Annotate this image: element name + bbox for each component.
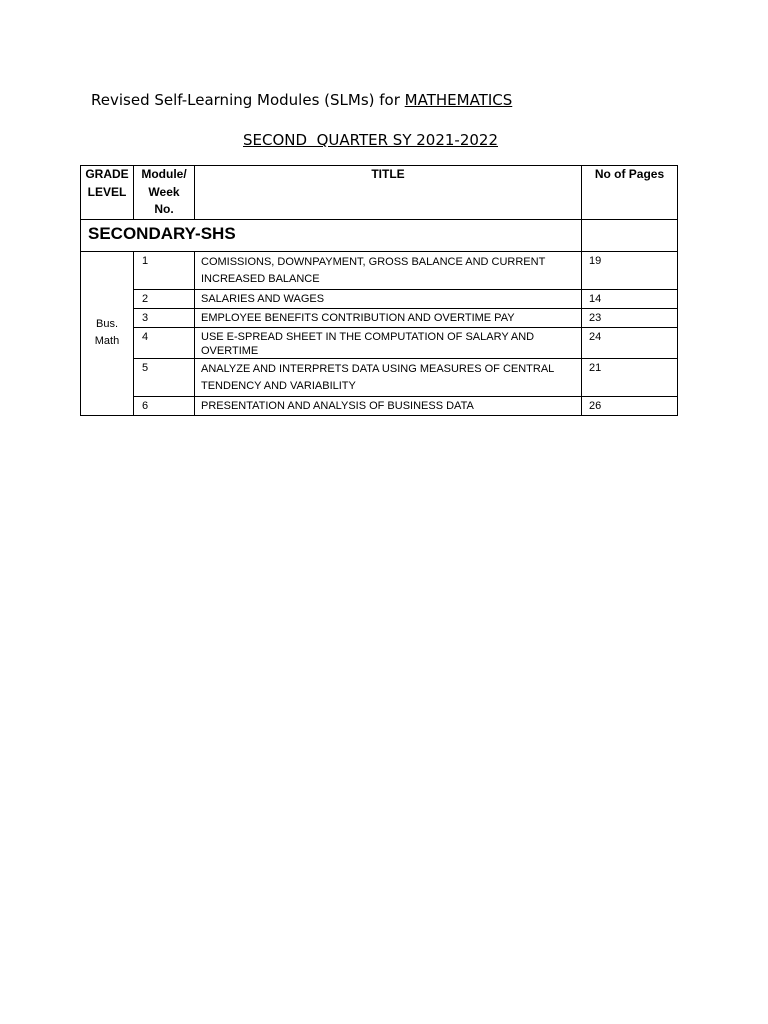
module-title: COMISSIONS, DOWNPAYMENT, GROSS BALANCE AND CURRENT INCREASED BALANCE (195, 251, 582, 289)
grade-level-cell (81, 251, 134, 415)
module-pages: 19 (582, 251, 678, 289)
table-row (81, 358, 678, 396)
header-module-week (134, 166, 195, 220)
quarter-heading: SECOND QUARTER SY 2021-2022 (243, 131, 499, 149)
module-number: 4 (134, 327, 195, 358)
grade-level-line1: Bus. (95, 318, 118, 330)
section-empty-cell (582, 219, 678, 251)
module-number: 3 (134, 308, 195, 327)
header-module-line3: No. (154, 202, 174, 216)
module-title: ANALYZE AND INTERPRETS DATA USING MEASURES OF CENTRAL TENDENCY AND VARIABILITY (195, 358, 582, 396)
module-title: SALARIES AND WAGES (195, 289, 582, 308)
table-row (81, 251, 678, 289)
document-title-prefix: Revised Self-Learning Modules (SLMs) for (91, 91, 405, 109)
module-pages: 24 (582, 327, 678, 358)
table-row (81, 289, 678, 308)
table-row (81, 327, 678, 358)
module-number: 1 (134, 251, 195, 289)
header-pages: No of Pages (582, 166, 678, 220)
module-pages: 23 (582, 308, 678, 327)
module-title: PRESENTATION AND ANALYSIS OF BUSINESS DATA (195, 396, 582, 415)
header-grade-line2: LEVEL (87, 184, 127, 199)
module-number: 5 (134, 358, 195, 396)
document-title (91, 91, 512, 109)
table-row (81, 308, 678, 327)
module-pages: 21 (582, 358, 678, 396)
header-grade-line1: GRADE (85, 167, 129, 181)
module-pages: 26 (582, 396, 678, 415)
header-module-line2: Week (148, 184, 180, 199)
section-label: SECONDARY-SHS (81, 219, 582, 251)
header-module-line1: Module/ (141, 167, 187, 181)
header-title: TITLE (195, 166, 582, 220)
header-grade-level (81, 166, 134, 220)
table-header-row (81, 166, 678, 220)
module-number: 6 (134, 396, 195, 415)
table-row (81, 396, 678, 415)
section-row (81, 219, 678, 251)
grade-level-line2: Math (94, 335, 120, 347)
module-title: EMPLOYEE BENEFITS CONTRIBUTION AND OVERTIME PAY (195, 308, 582, 327)
document-title-subject: MATHEMATICS (404, 91, 513, 109)
module-title: USE E-SPREAD SHEET IN THE COMPUTATION OF SALARY AND OVERTIME (195, 327, 582, 358)
module-number: 2 (134, 289, 195, 308)
modules-table (80, 165, 678, 416)
module-pages: 14 (582, 289, 678, 308)
